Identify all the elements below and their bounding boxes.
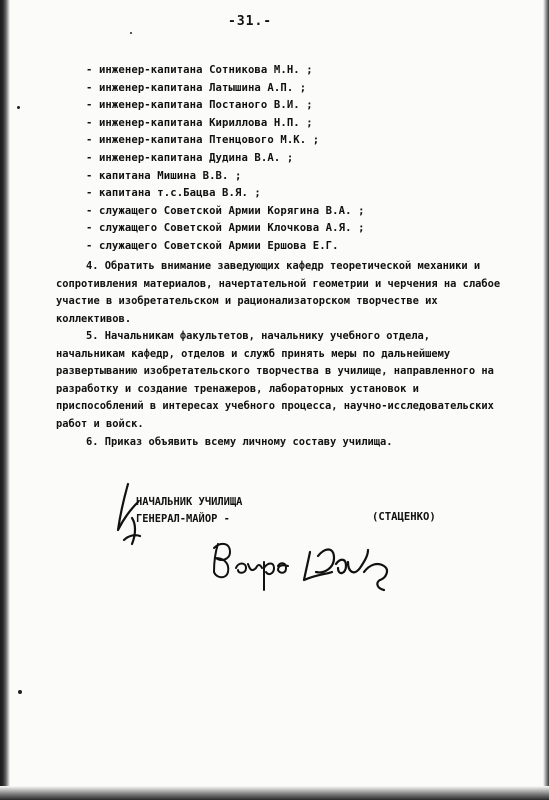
scan-edge-left	[0, 0, 10, 800]
page-number: -31.-	[228, 14, 273, 29]
list-item: - служащего Советской Армии Клочкова А.Я. ;	[86, 222, 365, 235]
scan-edge-bottom	[0, 786, 549, 800]
handwritten-signature-icon	[208, 528, 404, 600]
signature-title: НАЧАЛЬНИК УЧИЛИЩА	[136, 496, 243, 508]
scan-speck	[18, 690, 22, 694]
paragraph-5-text: 5. Начальникам факультетов, начальнику учебного отдела, начальникам кафедр, отделов и служб принять меры по дальнейшему развертыванию изобретательского творчества в училище, направленного на разработку и создание тренажеров, лабораторных установок и приспособлений в интересах учебного процесса, научно-исследовательских работ и войск.	[56, 330, 494, 430]
list-item: - инженер-капитана Латышина А.П. ;	[86, 81, 307, 94]
signature-rank: ГЕНЕРАЛ-МАЙОР -	[136, 513, 230, 525]
paragraph-6-text: 6. Приказ объявить всему личному составу училища.	[86, 436, 393, 448]
list-item: - служащего Советской Армии Ершова Е.Г.	[86, 239, 339, 252]
scan-edge-right	[543, 0, 549, 800]
list-item: - служащего Советской Армии Корягина В.А. ;	[86, 204, 365, 217]
list-item: - капитана Мишина В.В. ;	[86, 169, 242, 182]
paragraph-4-text: 4. Обратить внимание заведующих кафедр теоретической механики и сопротивления материалов, начертательной геометрии и черчения на слабое участие в изобретательском и рационализаторском творчестве их коллективов.	[56, 260, 501, 325]
scan-speck	[17, 106, 20, 109]
personnel-list	[86, 62, 526, 256]
list-item: - инженер-капитана Дудина В.А. ;	[86, 151, 294, 164]
list-item: - инженер-капитана Кириллова Н.П. ;	[86, 116, 313, 129]
signature-block	[136, 494, 242, 528]
list-item: - инженер-капитана Постаного В.И. ;	[86, 99, 313, 112]
list-item: - капитана т.с.Бацва В.Я. ;	[86, 187, 261, 200]
paragraph-4	[56, 258, 501, 328]
paragraph-6	[56, 434, 501, 452]
paragraph-5	[56, 328, 501, 434]
scan-speck	[130, 32, 132, 34]
signature-name: (СТАЦЕНКО)	[372, 511, 436, 523]
list-item: - инженер-капитана Птенцового М.К. ;	[86, 134, 320, 147]
list-item: - инженер-капитана Сотникова М.Н. ;	[86, 64, 313, 76]
